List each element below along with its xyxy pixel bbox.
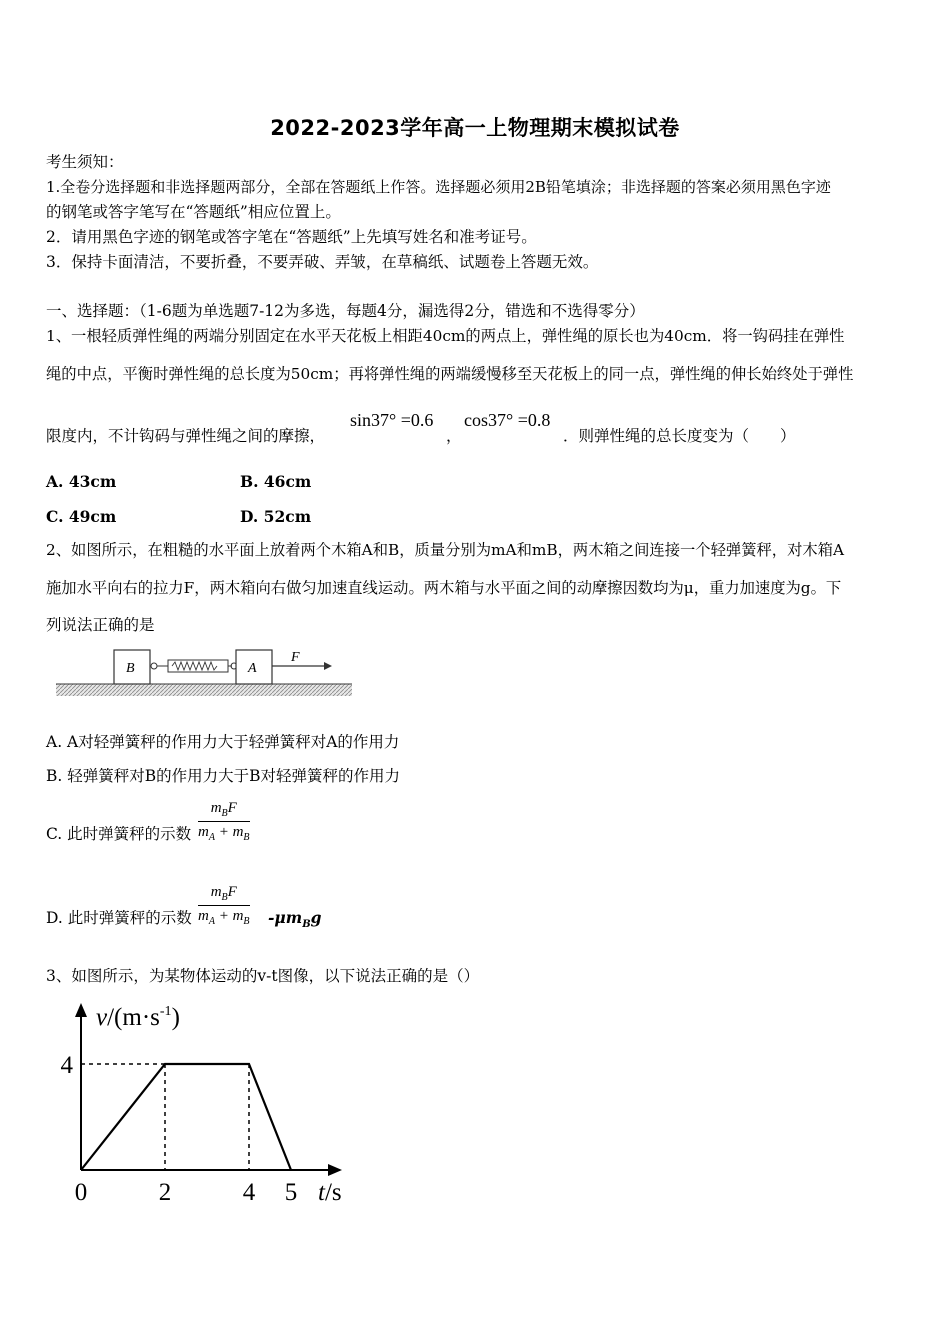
force-arrow-head — [324, 662, 332, 670]
x-tick-label: 5 — [284, 1179, 298, 1206]
q1-option-d: D. 52cm — [240, 507, 312, 526]
q2-line-3: 列说法正确的是 — [46, 616, 155, 634]
q1-option-a: A. 43cm — [46, 472, 117, 491]
notice-item-1-line-2: 的钢笔或答字笔写在“答题纸”相应位置上。 — [46, 203, 341, 221]
q2-option-d-fraction: $m_BF$ $m_A + m_B$ — [198, 884, 250, 927]
rough-ground — [56, 684, 352, 696]
q1-line-3-suffix: ．则弹性绳的总长度变为（ ） — [563, 427, 796, 445]
q3-text: 3、如图所示，为某物体运动的v-t图像，以下说法正确的是（） — [46, 967, 480, 985]
q2-line-1: 2、如图所示，在粗糙的水平面上放着两个木箱A和B，质量分别为mA和mB，两木箱之间连接一个轻弹簧秤，对木箱A — [46, 541, 845, 559]
q1-line-1: 1、一根轻质弹性绳的两端分别固定在水平天花板上相距40cm的两点上，弹性绳的原长也为40cm．将一钩码挂在弹性 — [46, 327, 845, 345]
box-b-label: B — [126, 661, 135, 676]
x-tick-label: 0 — [74, 1179, 88, 1206]
notice-item-1-line-1: 1.全卷分选择题和非选择题两部分，全部在答题纸上作答。选择题必须用2B铅笔填涂；非选择题的答案必须用黑色字迹 — [46, 178, 831, 196]
q1-option-c: C. 49cm — [46, 507, 117, 526]
q1-sin-expression: sin37° =0.6 — [350, 410, 434, 430]
spring-scale — [168, 660, 228, 672]
x-axis-arrow — [328, 1164, 342, 1176]
y-axis-label: $v/(m\cdot s^{-1})$ — [96, 1004, 180, 1031]
q2-option-a: A. A对轻弹簧秤的作用力大于轻弹簧秤对A的作用力 — [46, 733, 400, 751]
notice-heading: 考生须知： — [46, 153, 124, 171]
q1-cos-expression: cos37° =0.8 — [464, 410, 551, 430]
spring-boxes-figure — [56, 645, 356, 700]
series-line — [81, 1064, 291, 1170]
x-tick-label: 4 — [242, 1179, 256, 1206]
y-tick-label: 4 — [60, 1052, 73, 1079]
q1-line-2: 绳的中点，平衡时弹性绳的总长度为50cm；再将弹性绳的两端缓慢移至天花板上的同一点，弹性绳的伸长始终处于弹性 — [46, 365, 854, 383]
x-axis-label: t/s — [318, 1179, 342, 1206]
notice-item-2: 2．请用黑色字迹的钢笔或答字笔在“答题纸”上先填写姓名和准考证号。 — [46, 228, 537, 246]
q1-comma: ， — [446, 427, 462, 445]
vt-chart — [48, 995, 358, 1210]
q1-option-b: B. 46cm — [240, 472, 312, 491]
q2-option-d: D. 此时弹簧秤的示数 — [46, 909, 192, 927]
x-tick-label: 2 — [158, 1179, 172, 1206]
box-a-label: A — [248, 661, 257, 676]
q2-option-b: B. 轻弹簧秤对B的作用力大于B对轻弹簧秤的作用力 — [46, 767, 401, 785]
force-label: F — [291, 650, 300, 665]
section-heading: 一、选择题：（1-6题为单选题7-12为多选，每题4分，漏选得2分，错选和不选得零分） — [46, 302, 645, 320]
q2-line-2: 施加水平向右的拉力F，两木箱向右做匀加速直线运动。两木箱与水平面之间的动摩擦因数均为μ，重力加速度为g。下 — [46, 579, 842, 597]
q2-option-c-fraction: $m_BF$ $m_A + m_B$ — [198, 800, 250, 843]
q1-line-3-prefix: 限度内，不计钩码与弹性绳之间的摩擦， — [46, 427, 326, 445]
q2-option-c: C. 此时弹簧秤的示数 — [46, 825, 192, 843]
y-axis-arrow — [75, 1003, 87, 1017]
q2-option-d-suffix: $-\mu m_Bg$ — [268, 908, 322, 931]
page-title: 2022-2023学年高一上物理期末模拟试卷 — [270, 116, 680, 140]
notice-item-3: 3．保持卡面清洁，不要折叠，不要弄破、弄皱，在草稿纸、试题卷上答题无效。 — [46, 253, 599, 271]
